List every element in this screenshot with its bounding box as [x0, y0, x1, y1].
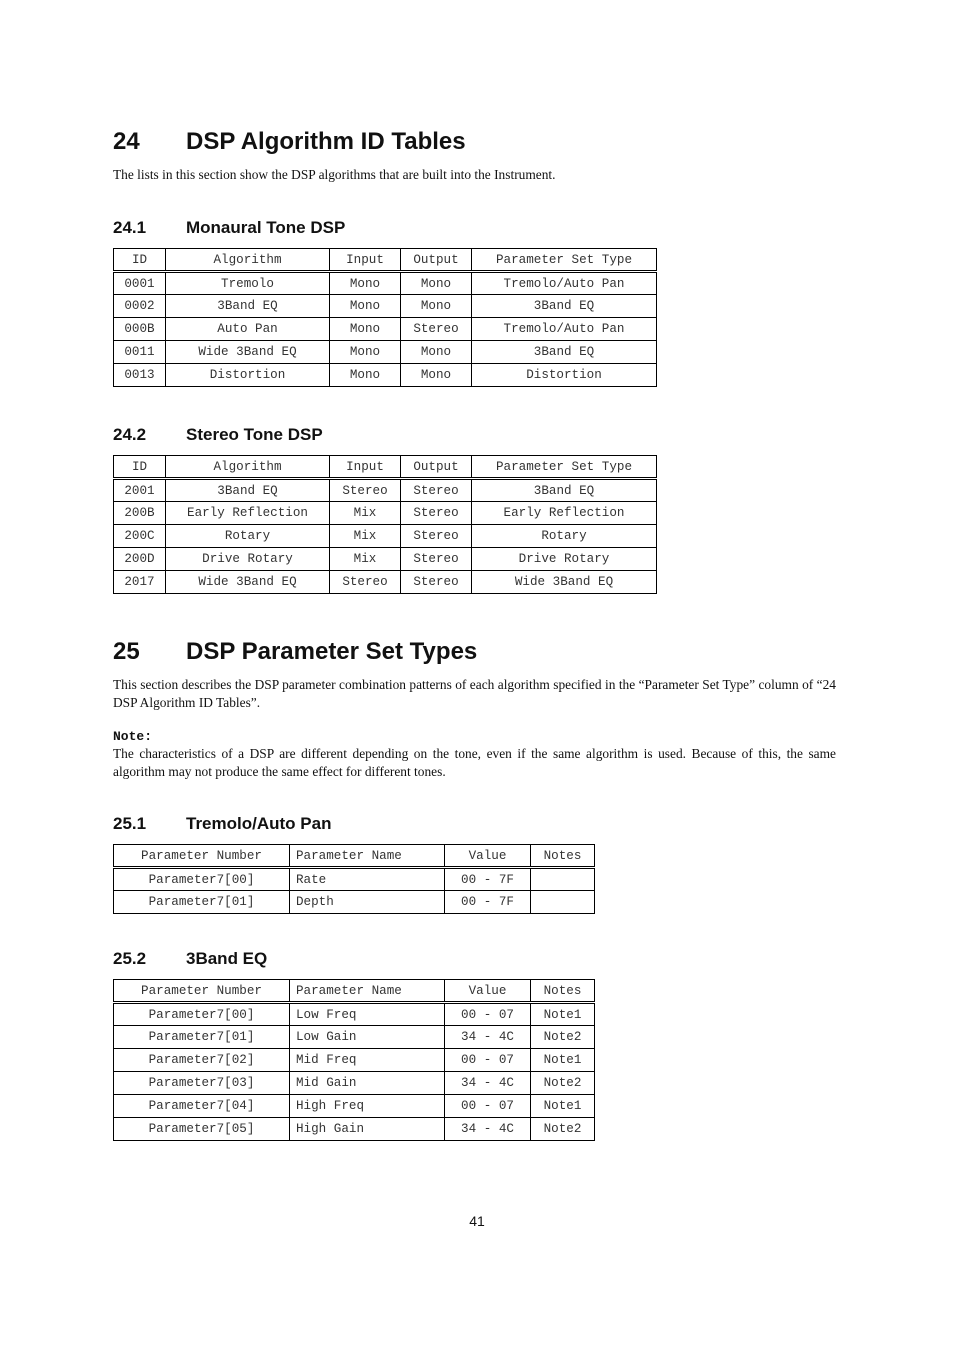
table-cell: Stereo	[401, 525, 472, 548]
table-cell: Tremolo	[166, 272, 330, 295]
table-cell: Drive Rotary	[166, 548, 330, 571]
table-cell: Note2	[531, 1026, 595, 1049]
table-cell	[531, 868, 595, 891]
table-cell: 00 - 07	[445, 1095, 531, 1118]
table-cell: 00 - 7F	[445, 868, 531, 891]
table-cell: Parameter7[05]	[114, 1118, 290, 1141]
table-row	[114, 1026, 595, 1049]
table-row	[114, 1003, 595, 1026]
column-header: Parameter Number	[114, 980, 290, 1003]
table-row	[114, 364, 657, 387]
table-row	[114, 1118, 595, 1141]
section-title: Tremolo/Auto Pan	[186, 814, 332, 833]
table-cell: Mono	[330, 272, 401, 295]
section-24-heading	[113, 128, 466, 156]
section-24-1-heading	[113, 218, 345, 238]
column-header: Value	[445, 845, 531, 868]
table-cell: 34 - 4C	[445, 1026, 531, 1049]
column-header: Value	[445, 980, 531, 1003]
table-row	[114, 318, 657, 341]
table-row	[114, 479, 657, 502]
table-cell: Early Reflection	[166, 502, 330, 525]
table-cell: Parameter7[03]	[114, 1072, 290, 1095]
column-header: Notes	[531, 845, 595, 868]
table-row	[114, 868, 595, 891]
table-cell: Mono	[401, 295, 472, 318]
table-cell: 00 - 7F	[445, 891, 531, 914]
table-row	[114, 1049, 595, 1072]
table-cell: Parameter7[01]	[114, 891, 290, 914]
column-header: Algorithm	[166, 456, 330, 479]
table-cell: 0011	[114, 341, 166, 364]
column-header: ID	[114, 249, 166, 272]
column-header: Parameter Name	[290, 845, 445, 868]
table-cell: Parameter7[02]	[114, 1049, 290, 1072]
table-cell: Distortion	[472, 364, 657, 387]
table-cell: 3Band EQ	[472, 341, 657, 364]
section-number: 25	[113, 638, 140, 665]
table-cell: 200C	[114, 525, 166, 548]
table-cell: Parameter7[04]	[114, 1095, 290, 1118]
section-number: 24.2	[113, 425, 147, 444]
table-cell: High Freq	[290, 1095, 445, 1118]
table-cell: 3Band EQ	[472, 479, 657, 502]
table-cell: Note1	[531, 1003, 595, 1026]
table-cell: 3Band EQ	[166, 295, 330, 318]
table-cell: Stereo	[401, 548, 472, 571]
column-header: Output	[401, 249, 472, 272]
table-header-row	[114, 249, 657, 272]
table-row	[114, 525, 657, 548]
table-cell: 200D	[114, 548, 166, 571]
table-cell: 200B	[114, 502, 166, 525]
column-header: Algorithm	[166, 249, 330, 272]
page-number: 41	[469, 1213, 485, 1229]
section-number: 25.1	[113, 814, 147, 833]
tremolo-auto-pan-table	[113, 844, 595, 914]
column-header: Notes	[531, 980, 595, 1003]
table-cell: 34 - 4C	[445, 1118, 531, 1141]
section-number: 24.1	[113, 218, 147, 237]
table-cell: Auto Pan	[166, 318, 330, 341]
table-cell: Wide 3Band EQ	[166, 341, 330, 364]
table-cell: Parameter7[00]	[114, 1003, 290, 1026]
table-cell: 000B	[114, 318, 166, 341]
section-title: 3Band EQ	[186, 949, 268, 968]
table-cell: 0001	[114, 272, 166, 295]
section-title: DSP Parameter Set Types	[186, 638, 478, 665]
table-cell: Stereo	[401, 571, 472, 594]
table-cell: Mono	[401, 341, 472, 364]
column-header: Parameter Set Type	[472, 456, 657, 479]
note-label: Note:	[113, 729, 153, 744]
table-row	[114, 272, 657, 295]
table-cell: 2001	[114, 479, 166, 502]
table-cell: High Gain	[290, 1118, 445, 1141]
table-cell: Note2	[531, 1072, 595, 1095]
column-header: ID	[114, 456, 166, 479]
table-cell: Wide 3Band EQ	[472, 571, 657, 594]
section-25-heading	[113, 638, 477, 666]
table-header-row	[114, 845, 595, 868]
column-header: Parameter Set Type	[472, 249, 657, 272]
section-24-2-heading	[113, 425, 323, 445]
table-row	[114, 891, 595, 914]
table-cell: Low Gain	[290, 1026, 445, 1049]
table-cell: Mix	[330, 548, 401, 571]
table-cell: Rotary	[472, 525, 657, 548]
table-cell: Tremolo/Auto Pan	[472, 318, 657, 341]
section-number: 24	[113, 128, 140, 155]
table-row	[114, 548, 657, 571]
column-header: Input	[330, 456, 401, 479]
table-cell: 3Band EQ	[166, 479, 330, 502]
section-number: 25.2	[113, 949, 147, 968]
table-cell: Mono	[330, 341, 401, 364]
table-cell: Mix	[330, 525, 401, 548]
table-cell: Low Freq	[290, 1003, 445, 1026]
table-header-row	[114, 456, 657, 479]
section-title: Stereo Tone DSP	[186, 425, 323, 444]
table-cell: Stereo	[401, 318, 472, 341]
section-25-intro: This section describes the DSP parameter combination patterns of each algorithm specified in the “Parameter Set Type” column of “24 DSP Algorithm ID Tables”.	[113, 677, 836, 710]
table-row	[114, 341, 657, 364]
table-cell: Distortion	[166, 364, 330, 387]
table-cell: 34 - 4C	[445, 1072, 531, 1095]
table-cell: Mono	[401, 272, 472, 295]
table-cell: Mono	[401, 364, 472, 387]
table-cell: Mono	[330, 364, 401, 387]
table-cell: Early Reflection	[472, 502, 657, 525]
column-header: Parameter Number	[114, 845, 290, 868]
table-cell: Mono	[330, 318, 401, 341]
table-cell: Mid Freq	[290, 1049, 445, 1072]
stereo-tone-dsp-table	[113, 455, 657, 594]
section-24-intro: The lists in this section show the DSP algorithms that are built into the Instrument.	[113, 167, 556, 182]
table-cell: Stereo	[401, 502, 472, 525]
section-25-2-heading	[113, 949, 267, 969]
3band-eq-table	[113, 979, 595, 1141]
note-text: The characteristics of a DSP are different depending on the tone, even if the same algorithm is used. Because of this, the same algorithm may not produce the same effect for different tones.	[113, 746, 836, 779]
table-cell: 00 - 07	[445, 1003, 531, 1026]
section-25-1-heading	[113, 814, 331, 834]
table-row	[114, 571, 657, 594]
table-cell: Mid Gain	[290, 1072, 445, 1095]
table-cell: 0013	[114, 364, 166, 387]
monaural-tone-dsp-table	[113, 248, 657, 387]
table-cell	[531, 891, 595, 914]
column-header: Output	[401, 456, 472, 479]
table-cell: Rate	[290, 868, 445, 891]
table-row	[114, 295, 657, 318]
table-cell: Depth	[290, 891, 445, 914]
section-title: DSP Algorithm ID Tables	[186, 128, 466, 155]
table-cell: 3Band EQ	[472, 295, 657, 318]
table-cell: 00 - 07	[445, 1049, 531, 1072]
table-cell: Wide 3Band EQ	[166, 571, 330, 594]
table-cell: 0002	[114, 295, 166, 318]
table-cell: Rotary	[166, 525, 330, 548]
column-header: Parameter Name	[290, 980, 445, 1003]
table-cell: Note2	[531, 1118, 595, 1141]
table-cell: Stereo	[330, 479, 401, 502]
table-cell: Stereo	[330, 571, 401, 594]
table-header-row	[114, 980, 595, 1003]
table-cell: Parameter7[01]	[114, 1026, 290, 1049]
table-row	[114, 502, 657, 525]
table-cell: 2017	[114, 571, 166, 594]
table-cell: Drive Rotary	[472, 548, 657, 571]
table-cell: Note1	[531, 1049, 595, 1072]
table-cell: Parameter7[00]	[114, 868, 290, 891]
table-cell: Tremolo/Auto Pan	[472, 272, 657, 295]
table-cell: Stereo	[401, 479, 472, 502]
table-row	[114, 1072, 595, 1095]
table-cell: Mono	[330, 295, 401, 318]
table-cell: Mix	[330, 502, 401, 525]
table-row	[114, 1095, 595, 1118]
table-cell: Note1	[531, 1095, 595, 1118]
section-title: Monaural Tone DSP	[186, 218, 346, 237]
column-header: Input	[330, 249, 401, 272]
